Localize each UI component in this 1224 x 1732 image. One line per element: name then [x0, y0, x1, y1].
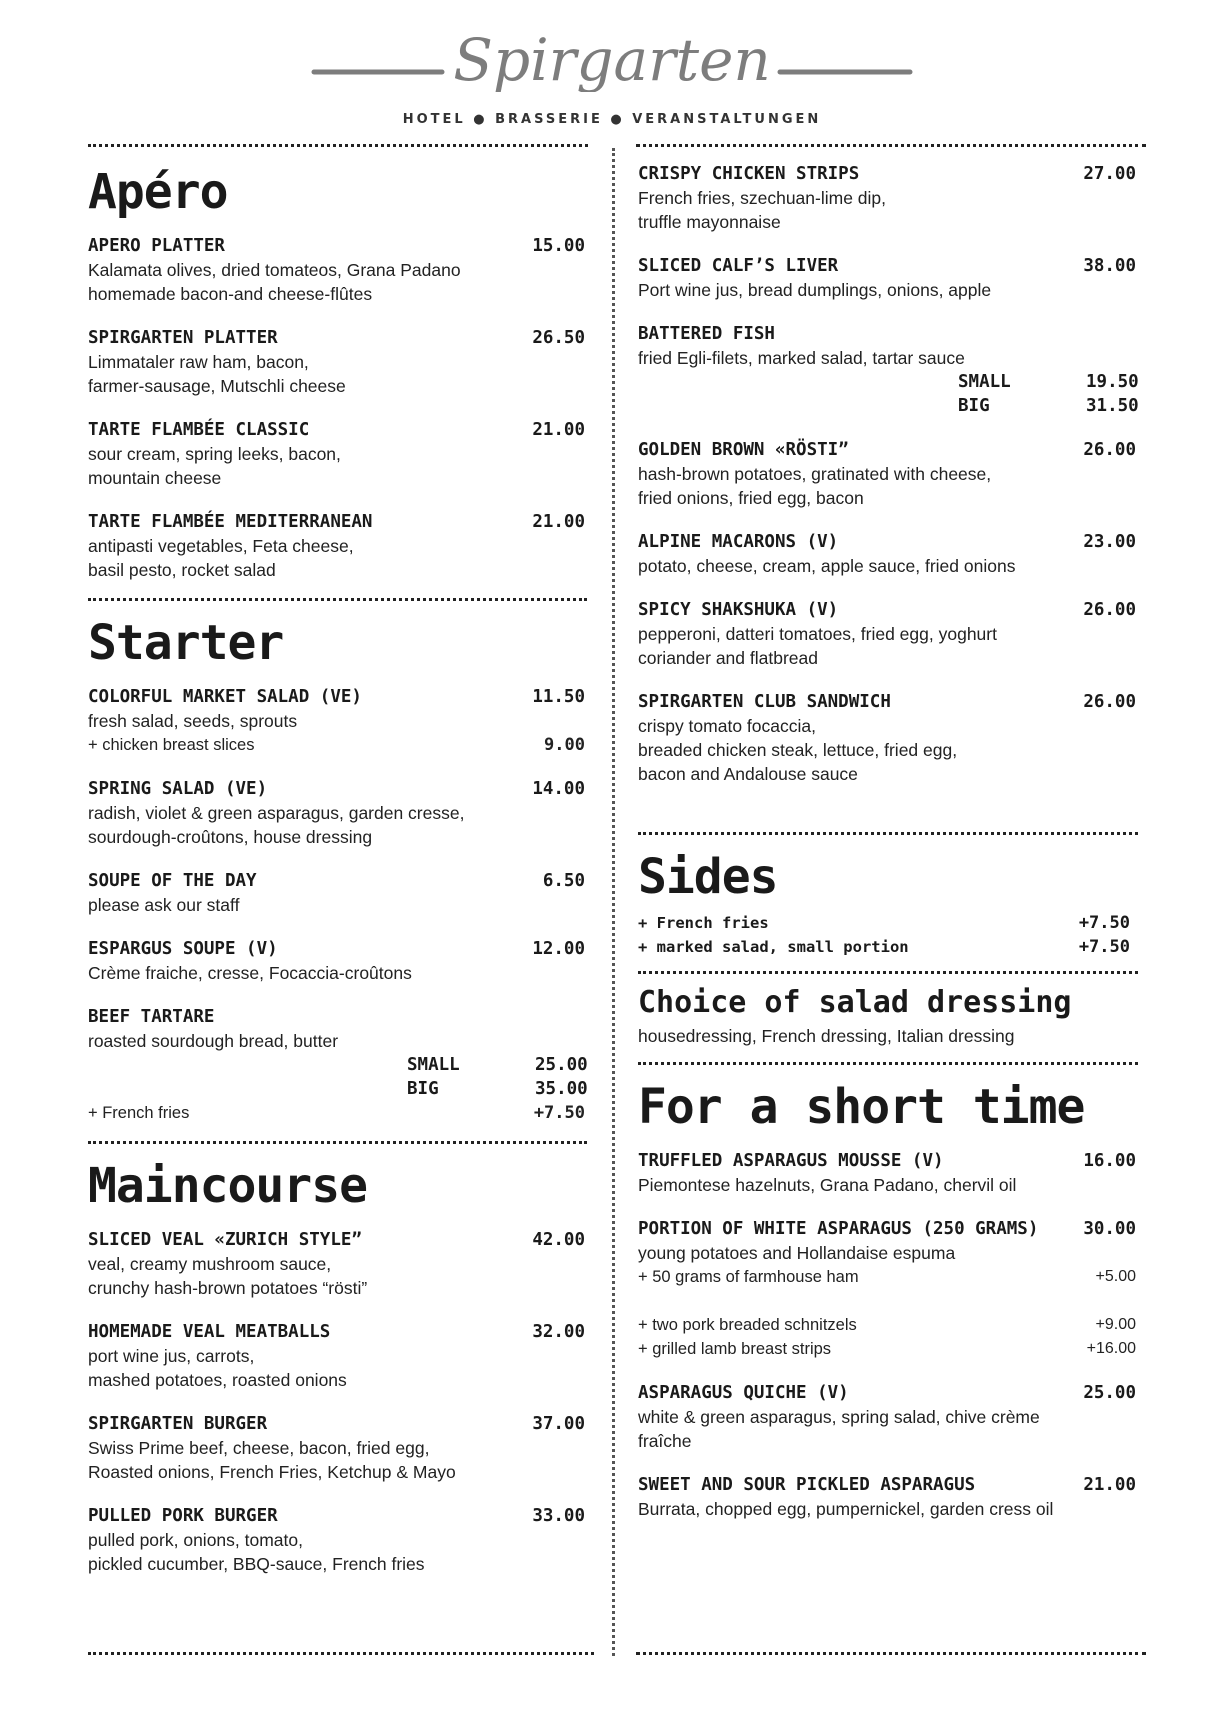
addon-price: 9.00 [544, 735, 585, 755]
size-row [638, 370, 1138, 394]
menu-item [88, 234, 587, 306]
addon-price: +7.50 [533, 1103, 585, 1123]
menu-item [88, 1504, 587, 1576]
item-price: 12.00 [532, 939, 585, 959]
menu-item [638, 1473, 1138, 1521]
menu-item [638, 438, 1138, 510]
size-price: 19.50 [1086, 372, 1139, 392]
item-description: Kalamata olives, dried tomateos, Grana Padano [88, 260, 461, 280]
addon-price: +5.00 [1095, 1268, 1136, 1285]
size-price: 31.50 [1086, 396, 1139, 416]
menu-item [638, 598, 1138, 670]
menu-item [88, 1412, 587, 1484]
menu-item [638, 254, 1138, 302]
item-description: pulled pork, onions, tomato, [88, 1530, 303, 1550]
section-divider [638, 832, 1138, 835]
item-name: SLICED VEAL «ZURICH STYLE” [88, 1230, 362, 1250]
top-divider-left [88, 144, 588, 147]
menu-header [0, 0, 1224, 140]
item-name: PULLED PORK BURGER [88, 1506, 278, 1526]
item-price: 25.00 [1083, 1383, 1136, 1403]
item-description: bacon and Andalouse sauce [638, 764, 858, 784]
left-column [88, 150, 587, 1596]
item-name: BEEF TARTARE [88, 1007, 215, 1027]
svg-text:Spirgarten: Spirgarten [453, 28, 771, 92]
item-description: Port wine jus, bread dumplings, onions, apple [638, 280, 992, 300]
section-title-dressing: Choice of salad dressing [638, 985, 1072, 1020]
item-price: 21.00 [1083, 1475, 1136, 1495]
item-name: SPICY SHAKSHUKA (V) [638, 600, 839, 620]
addon-label: + French fries [88, 1104, 190, 1122]
item-price: 33.00 [532, 1506, 585, 1526]
addon-label: + grilled lamb breast strips [638, 1340, 832, 1358]
menu-item [88, 937, 587, 985]
item-name: SLICED CALF’S LIVER [638, 256, 839, 276]
item-description: mountain cheese [88, 468, 222, 488]
item-description: crispy tomato focaccia, [638, 716, 816, 736]
menu-item [638, 530, 1138, 578]
item-description: white & green asparagus, spring salad, chive crème [638, 1407, 1040, 1427]
addon-row [88, 733, 587, 757]
item-description: roasted sourdough bread, butter [88, 1031, 339, 1051]
item-name: CRISPY CHICKEN STRIPS [638, 164, 860, 184]
bottom-divider-left [88, 1652, 594, 1655]
size-row [638, 394, 1138, 418]
item-price: 23.00 [1083, 532, 1136, 552]
item-price: 27.00 [1083, 164, 1136, 184]
item-description: mashed potatoes, roasted onions [88, 1370, 347, 1390]
section-divider [638, 971, 1138, 974]
addon-label: + two pork breaded schnitzels [638, 1316, 857, 1334]
menu-item [638, 690, 1138, 786]
menu-item [88, 1320, 587, 1392]
item-price: 37.00 [532, 1414, 585, 1434]
item-description: sourdough-croûtons, house dressing [88, 827, 373, 847]
item-price: 11.50 [532, 687, 585, 707]
size-row [88, 1077, 587, 1101]
item-price: 38.00 [1083, 256, 1136, 276]
item-description: hash-brown potatoes, gratinated with cheese, [638, 464, 992, 484]
section-title-short-time: For a short time [638, 1079, 1085, 1135]
item-name: SPIRGARTEN CLUB SANDWICH [638, 692, 891, 712]
item-description: fresh salad, seeds, sprouts [88, 711, 298, 731]
item-price: 26.00 [1083, 692, 1136, 712]
item-description: farmer-sausage, Mutschli cheese [88, 376, 346, 396]
side-item [638, 935, 1138, 959]
side-label: + French fries [638, 914, 769, 932]
item-price: 26.00 [1083, 600, 1136, 620]
item-description: Swiss Prime beef, cheese, bacon, fried egg, [88, 1438, 430, 1458]
item-description: breaded chicken steak, lettuce, fried egg, [638, 740, 958, 760]
section-title-apero: Apéro [88, 164, 228, 220]
item-price: 21.00 [532, 420, 585, 440]
item-price: 26.50 [532, 328, 585, 348]
addon-row [88, 1101, 587, 1125]
item-description: homemade bacon-and cheese-flûtes [88, 284, 373, 304]
menu-item [638, 322, 1138, 418]
item-description: fraîche [638, 1431, 692, 1451]
item-name: ESPARGUS SOUPE (V) [88, 939, 278, 959]
side-item [638, 911, 1138, 935]
section-title-sides: Sides [638, 849, 778, 905]
item-name: TARTE FLAMBÉE CLASSIC [88, 420, 310, 440]
item-name: SWEET AND SOUR PICKLED ASPARAGUS [638, 1475, 976, 1495]
menu-item [88, 1228, 587, 1300]
item-description: Roasted onions, French Fries, Ketchup & Mayo [88, 1462, 456, 1482]
item-description: Limmataler raw ham, bacon, [88, 352, 309, 372]
item-name: TARTE FLAMBÉE MEDITERRANEAN [88, 512, 373, 532]
item-description: sour cream, spring leeks, bacon, [88, 444, 341, 464]
side-label: + marked salad, small portion [638, 938, 909, 956]
item-price: 21.00 [532, 512, 585, 532]
section-divider [88, 598, 587, 601]
size-price: 35.00 [535, 1079, 588, 1099]
item-name: PORTION OF WHITE ASPARAGUS (250 GRAMS) [638, 1219, 1039, 1239]
right-column [638, 162, 1138, 1541]
addon-label: + chicken breast slices [88, 736, 255, 754]
item-description: port wine jus, carrots, [88, 1346, 255, 1366]
menu-item [638, 1381, 1138, 1453]
item-description: Piemontese hazelnuts, Grana Padano, chervil oil [638, 1175, 1017, 1195]
item-name: SPRING SALAD (VE) [88, 779, 268, 799]
menu-item [88, 869, 587, 917]
addon-row [638, 1265, 1138, 1289]
menu-item [88, 777, 587, 849]
size-label: BIG [958, 396, 990, 416]
item-name: ASPARAGUS QUICHE (V) [638, 1383, 849, 1403]
item-name: SPIRGARTEN PLATTER [88, 328, 278, 348]
item-description: potato, cheese, cream, apple sauce, fried onions [638, 556, 1016, 576]
item-description: veal, creamy mushroom sauce, [88, 1254, 332, 1274]
item-price: 14.00 [532, 779, 585, 799]
item-description: antipasti vegetables, Feta cheese, [88, 536, 354, 556]
section-title-starter: Starter [88, 615, 284, 671]
item-description: coriander and flatbread [638, 648, 818, 668]
menu-item [638, 162, 1138, 234]
item-name: COLORFUL MARKET SALAD (VE) [88, 687, 362, 707]
item-name: APERO PLATTER [88, 236, 225, 256]
size-label: SMALL [958, 372, 1011, 392]
item-name: SOUPE OF THE DAY [88, 871, 257, 891]
item-description: Crème fraiche, cresse, Focaccia-croûtons [88, 963, 412, 983]
spirgarten-logo [310, 28, 914, 92]
size-price: 25.00 [535, 1055, 588, 1075]
menu-item [638, 1217, 1138, 1361]
item-description: pepperoni, datteri tomatoes, fried egg, yoghurt [638, 624, 997, 644]
item-price: 42.00 [532, 1230, 585, 1250]
dressing-options: housedressing, French dressing, Italian dressing [638, 1026, 1015, 1046]
item-price: 15.00 [532, 236, 585, 256]
addon-row [638, 1337, 1138, 1361]
item-description: Burrata, chopped egg, pumpernickel, garden cress oil [638, 1499, 1054, 1519]
item-name: GOLDEN BROWN «RÖSTI” [638, 440, 849, 460]
item-name: ALPINE MACARONS (V) [638, 532, 839, 552]
size-label: BIG [407, 1079, 439, 1099]
item-name: SPIRGARTEN BURGER [88, 1414, 268, 1434]
item-price: 16.00 [1083, 1151, 1136, 1171]
brand-tagline: HOTEL ● BRASSERIE ● VERANSTALTUNGEN [402, 112, 822, 127]
addon-price: +9.00 [1095, 1316, 1136, 1333]
size-label: SMALL [407, 1055, 460, 1075]
side-price: +7.50 [1078, 937, 1130, 957]
item-name: HOMEMADE VEAL MEATBALLS [88, 1322, 331, 1342]
section-title-maincourse: Maincourse [88, 1158, 367, 1214]
menu-item [88, 510, 587, 582]
item-price: 30.00 [1083, 1219, 1136, 1239]
column-divider [612, 148, 615, 1656]
addon-price: +16.00 [1086, 1340, 1136, 1357]
item-description: fried onions, fried egg, bacon [638, 488, 864, 508]
section-divider [88, 1141, 587, 1144]
menu-item [88, 685, 587, 757]
bottom-divider-right [636, 1652, 1146, 1655]
section-divider [638, 1062, 1138, 1065]
addon-label: + 50 grams of farmhouse ham [638, 1268, 859, 1286]
size-row [88, 1053, 587, 1077]
item-description: young potatoes and Hollandaise espuma [638, 1243, 956, 1263]
item-description: please ask our staff [88, 895, 240, 915]
item-description: radish, violet & green asparagus, garden cresse, [88, 803, 465, 823]
item-description: basil pesto, rocket salad [88, 560, 276, 580]
side-price: +7.50 [1078, 913, 1130, 933]
item-price: 32.00 [532, 1322, 585, 1342]
item-description: truffle mayonnaise [638, 212, 781, 232]
item-description: pickled cucumber, BBQ-sauce, French fries [88, 1554, 425, 1574]
item-description: French fries, szechuan-lime dip, [638, 188, 887, 208]
menu-item [88, 1005, 587, 1125]
item-name: TRUFFLED ASPARAGUS MOUSSE (V) [638, 1151, 944, 1171]
top-divider-right [636, 144, 1146, 147]
menu-item [638, 1149, 1138, 1197]
menu-item [88, 418, 587, 490]
item-price: 26.00 [1083, 440, 1136, 460]
addon-row [638, 1313, 1138, 1337]
item-name: BATTERED FISH [638, 324, 775, 344]
item-description: crunchy hash-brown potatoes “rösti” [88, 1278, 368, 1298]
item-price: 6.50 [542, 871, 585, 891]
menu-item [88, 326, 587, 398]
item-description: fried Egli-filets, marked salad, tartar sauce [638, 348, 965, 368]
